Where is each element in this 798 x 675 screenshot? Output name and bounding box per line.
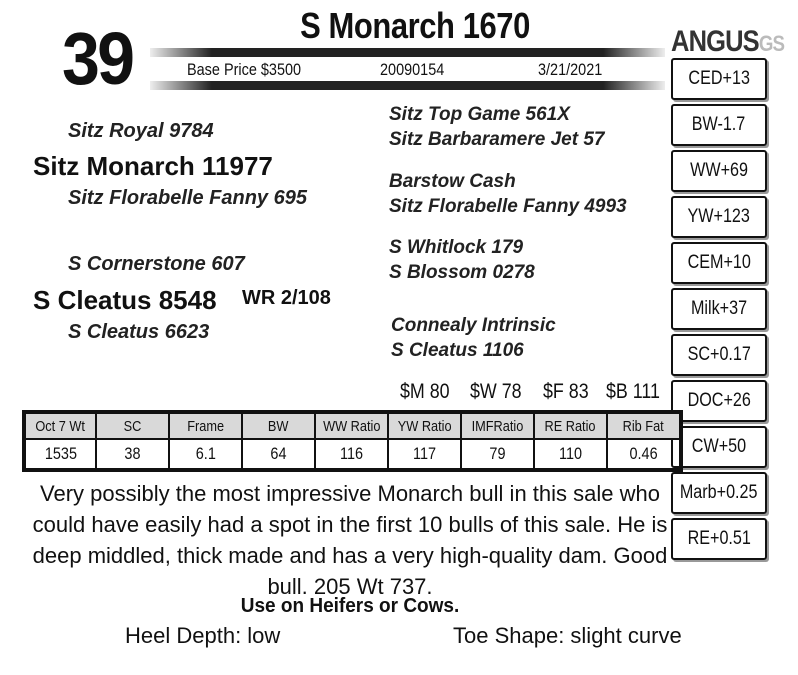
stats-header: RE Ratio bbox=[534, 413, 607, 439]
epd-milk: Milk+37 bbox=[671, 288, 767, 330]
base-price: Base Price $3500 bbox=[187, 60, 302, 79]
stats-value-row bbox=[25, 439, 680, 469]
stats-value: 1535 bbox=[25, 439, 96, 469]
epd-sc: SC+0.17 bbox=[671, 334, 767, 376]
dds: Connealy Intrinsic bbox=[391, 315, 556, 336]
stats-value: 38 bbox=[96, 439, 169, 469]
logo-main: ANGUS bbox=[671, 25, 759, 58]
sss: Sitz Top Game 561X bbox=[389, 104, 570, 125]
ddd: S Cleatus 1106 bbox=[391, 340, 524, 361]
epd-marb: Marb+0.25 bbox=[671, 472, 767, 514]
epd-bw: BW-1.7 bbox=[671, 104, 767, 146]
stats-header: YW Ratio bbox=[388, 413, 461, 439]
stats-value: 116 bbox=[315, 439, 388, 469]
stats-header-row bbox=[25, 413, 680, 439]
epd-doc: DOC+26 bbox=[671, 380, 767, 422]
birth-date: 3/21/2021 bbox=[538, 60, 603, 79]
dollar-b: $B 111 bbox=[606, 380, 660, 403]
dollar-w: $W 78 bbox=[470, 380, 522, 403]
sire: Sitz Monarch 11977 bbox=[33, 151, 273, 181]
page-title: S Monarch 1670 bbox=[300, 5, 530, 46]
stats-value: 117 bbox=[388, 439, 461, 469]
toe-shape: Toe Shape: slight curve bbox=[453, 623, 682, 648]
stats-header: Oct 7 Wt bbox=[25, 413, 96, 439]
dam-dam: S Cleatus 6623 bbox=[68, 321, 210, 343]
epd-panel bbox=[671, 58, 767, 564]
stats-header: Rib Fat bbox=[607, 413, 680, 439]
dollar-f: $F 83 bbox=[543, 380, 589, 403]
registration-number: 20090154 bbox=[380, 60, 445, 79]
heel-depth: Heel Depth: low bbox=[125, 623, 281, 648]
stats-value: 79 bbox=[461, 439, 534, 469]
stats-header: IMFRatio bbox=[461, 413, 534, 439]
use-recommendation: Use on Heifers or Cows. bbox=[240, 595, 460, 617]
angus-logo bbox=[671, 25, 784, 59]
stats-value: 110 bbox=[534, 439, 607, 469]
lot-number: 39 bbox=[62, 17, 133, 100]
stats-table bbox=[22, 410, 683, 472]
sdd: Sitz Florabelle Fanny 4993 bbox=[389, 196, 627, 217]
ssd: Sitz Barbaramere Jet 57 bbox=[389, 129, 605, 150]
dss: S Whitlock 179 bbox=[389, 237, 524, 258]
dollar-m: $M 80 bbox=[400, 380, 450, 403]
stats-header: SC bbox=[96, 413, 169, 439]
stats-header: WW Ratio bbox=[315, 413, 388, 439]
dsd: S Blossom 0278 bbox=[389, 262, 535, 283]
dam-sire: S Cornerstone 607 bbox=[68, 253, 245, 275]
stats-value: 6.1 bbox=[169, 439, 242, 469]
divider-bottom bbox=[150, 81, 665, 90]
sire-dam: Sitz Florabelle Fanny 695 bbox=[68, 187, 307, 209]
epd-ww: WW+69 bbox=[671, 150, 767, 192]
stats-header: Frame bbox=[169, 413, 242, 439]
divider-top bbox=[150, 48, 665, 57]
sire-sire: Sitz Royal 9784 bbox=[68, 120, 214, 142]
epd-ced: CED+13 bbox=[671, 58, 767, 100]
logo-suffix: GS bbox=[758, 31, 785, 56]
stats-value: 64 bbox=[242, 439, 315, 469]
epd-re: RE+0.51 bbox=[671, 518, 767, 560]
sds: Barstow Cash bbox=[389, 171, 516, 192]
stats-header: BW bbox=[242, 413, 315, 439]
epd-cem: CEM+10 bbox=[671, 242, 767, 284]
description: Very possibly the most impressive Monarch bull in this sale who could have easily had a spot in the first 10 bulls of this sale. He is deep middled, thick made and has a very high-quality dam. Good bull. 205 Wt 737. bbox=[32, 481, 668, 599]
epd-cw: CW+50 bbox=[671, 426, 767, 468]
epd-yw: YW+123 bbox=[671, 196, 767, 238]
stats-value: 0.46 bbox=[607, 439, 680, 469]
dam: S Cleatus 8548 bbox=[33, 285, 217, 315]
dam-wr: WR 2/108 bbox=[242, 287, 331, 309]
